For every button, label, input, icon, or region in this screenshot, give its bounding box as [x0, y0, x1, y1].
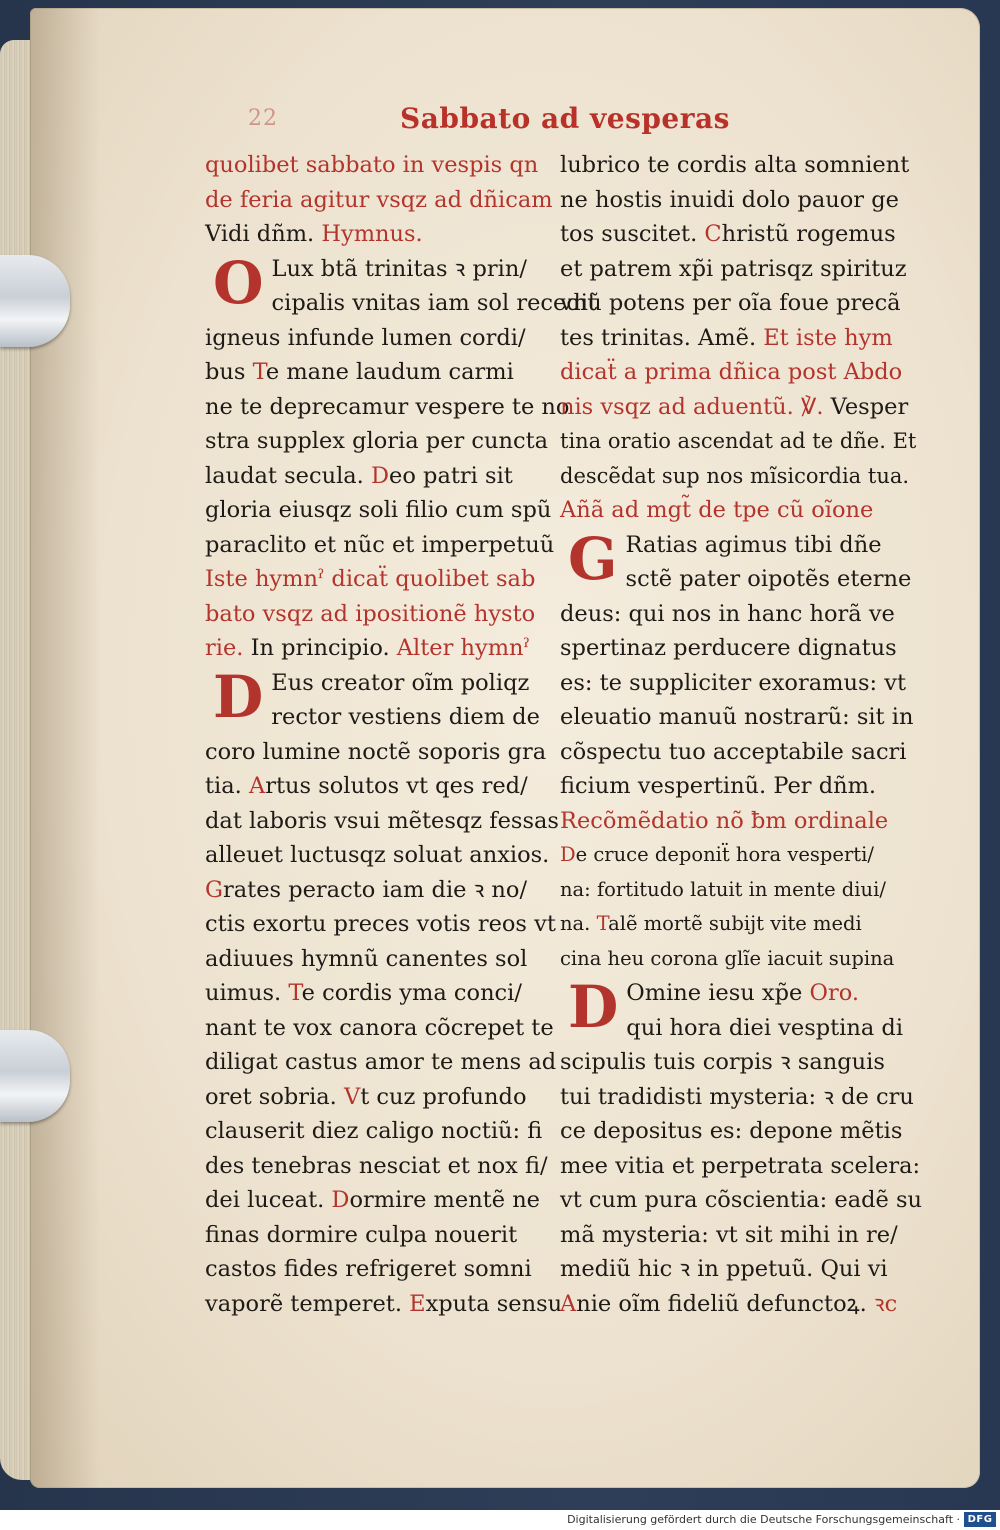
text-line: [560, 1218, 910, 1253]
line-text: dei luceat.: [205, 1187, 325, 1213]
text-line: [205, 838, 555, 873]
line-text: gloria eiusqz soli filio cum spũ: [205, 497, 552, 523]
rubric-text: T: [245, 359, 266, 385]
line-text: stra supplex gloria per cuncta: [205, 428, 549, 454]
line-text: ne te deprecamur vespere te no: [205, 393, 570, 420]
rubric-text: Hymnus.: [314, 221, 423, 247]
text-line: [560, 1183, 923, 1218]
line-text: oret sobria.: [205, 1083, 337, 1110]
line-text-continued: eo patri sit: [389, 462, 513, 489]
line-text: cipalis vnitas iam sol recedit: [271, 290, 597, 316]
text-line: [205, 804, 559, 839]
line-text: cõspectu tuo acceptabile sacri: [560, 738, 907, 765]
rubricated-initial: D: [213, 662, 264, 731]
text-line: [560, 942, 910, 977]
line-text-continued: Vesper: [823, 393, 909, 420]
line-text: mee vitia et perpetrata scelera:: [560, 1152, 921, 1179]
line-text: paraclito et nũc et imperpetuũ: [205, 531, 555, 558]
line-text: diligat castus amor te mens ad: [205, 1049, 557, 1075]
text-line: [560, 735, 910, 770]
text-line: [560, 148, 910, 183]
line-text: bus: [205, 359, 246, 385]
running-title: Sabbato ad vesperas: [400, 102, 730, 135]
text-line: [560, 631, 910, 666]
line-text: es: te suppliciter exoramus: vt: [560, 669, 906, 696]
text-line: [560, 217, 910, 252]
line-text: Omine iesu xp̃e: [626, 980, 803, 1006]
line-text: vt cum pura cõscientia: eadẽ su: [560, 1187, 923, 1213]
text-line: [560, 804, 910, 839]
rubric-text: ℣.: [793, 393, 824, 420]
line-text: tia.: [205, 773, 242, 799]
text-line: [560, 252, 910, 287]
rubric-text: C: [697, 221, 722, 247]
line-text: qui hora diei vesptina di: [626, 1014, 904, 1041]
text-line: [205, 183, 555, 218]
line-text: vnũ potens per oĩa foue precã: [560, 290, 901, 316]
line-text-continued: t cuz profundo: [360, 1083, 527, 1110]
text-line: [560, 907, 910, 942]
line-text: na.: [560, 912, 591, 935]
line-text: spertinaz perducere dignatus: [560, 635, 897, 661]
line-text: nis vsqz ad aduentũ.: [560, 393, 794, 420]
line-text: deus: qui nos in hanc horã ve: [560, 600, 895, 627]
rubric-text: A: [241, 773, 266, 799]
line-text-continued: e mane laudum carmi: [265, 359, 514, 385]
text-line: [205, 1183, 555, 1218]
line-text-continued: hristũ rogemus: [721, 221, 896, 247]
text-line: [205, 562, 555, 597]
line-text: na: fortitudo latuit in mente diui/: [560, 877, 886, 901]
line-text: ctis exortu preces votis reos vt: [205, 911, 556, 937]
lombard-letter: A: [560, 1290, 577, 1317]
page-number: 22: [248, 106, 278, 131]
text-line: [205, 1045, 555, 1080]
text-line: [560, 1149, 921, 1184]
text-line: [560, 286, 910, 321]
text-line: [205, 424, 555, 459]
text-line: [205, 1080, 555, 1115]
lombard-letter: D: [560, 843, 576, 866]
text-line: [560, 1114, 910, 1149]
text-line: [560, 1252, 910, 1287]
rubric-text: D: [363, 462, 390, 489]
line-text: Lux btã trinitas ꝛ prin/: [271, 255, 527, 282]
rubric-text: T: [281, 980, 302, 1006]
text-line: [205, 907, 555, 942]
text-line: [205, 528, 555, 563]
text-line: [560, 459, 910, 494]
text-line: [560, 424, 917, 459]
line-text: castos fides refrigeret somni: [205, 1256, 532, 1282]
text-line: [560, 1080, 914, 1115]
line-text: nie oĩm fideliũ defunctoꝝ.: [576, 1290, 867, 1317]
rubricated-initial: G: [568, 524, 618, 593]
text-line: [205, 1011, 555, 1046]
line-text: Añã ad mgt̃ de tpe cũ oĩone: [560, 497, 874, 523]
line-text: ce depositus es: depone mẽtis: [560, 1118, 903, 1144]
line-text: tes trinitas. Amẽ.: [560, 324, 757, 351]
text-line: [560, 873, 910, 908]
line-text: et patrem xp̃i patrisqz spirituz: [560, 255, 907, 282]
line-text-continued: xputa sensu: [425, 1290, 563, 1317]
line-text: tos suscitet.: [560, 221, 698, 247]
text-line: [205, 631, 555, 666]
rubric-text: Alter hymnˀ: [389, 635, 530, 661]
line-text: lubrico te cordis alta somnient: [560, 152, 910, 178]
rubricated-initial: O: [213, 248, 264, 317]
text-line: [205, 1287, 563, 1322]
line-text: Recõmẽdatio nõ ƀm ordinale: [560, 807, 889, 834]
line-text: Eus creator oĩm poliqz: [271, 669, 530, 696]
line-text: igneus infunde lumen cordi/: [205, 324, 526, 351]
text-line: [205, 976, 555, 1011]
text-line: [205, 873, 555, 908]
line-text-continued: e cordis yma conci/: [301, 980, 522, 1006]
line-text: adiuues hymnũ canentes sol: [205, 945, 528, 972]
rubric-text: Per dñm.: [766, 773, 877, 799]
rubric-text: D: [324, 1187, 350, 1213]
line-text: ne hostis inuidi dolo pauor ge: [560, 186, 899, 213]
text-line: [205, 1252, 555, 1287]
digitization-credit: Digitalisierung gefördert durch die Deutsche Forschungsgemeinschaft ·: [567, 1513, 960, 1526]
line-text-continued: rtus solutos vt qes red/: [265, 773, 528, 799]
line-text: e cruce deponiẗ hora vesperti/: [575, 843, 874, 866]
left-text-column: [205, 148, 597, 1321]
gutter-shadow: [30, 8, 100, 1488]
line-text: ficium vespertinũ.: [560, 773, 767, 799]
rubric-text: Et iste hym: [756, 324, 893, 351]
text-line: [205, 355, 555, 390]
text-line: [205, 942, 555, 977]
line-text: finas dormire culpa nouerit: [205, 1221, 518, 1248]
text-line: [560, 700, 914, 735]
line-text: nant te vox canora cõcrepet te: [205, 1014, 554, 1041]
line-text: vaporẽ temperet.: [205, 1290, 402, 1317]
line-text: alleuet luctusqz soluat anxios.: [205, 842, 550, 868]
line-text-continued: alẽ mortẽ subijt vite medi: [608, 912, 862, 935]
text-line: [560, 321, 910, 356]
rubric-text: Oro.: [802, 980, 860, 1006]
text-line: [560, 597, 910, 632]
text-line: [560, 1045, 910, 1080]
text-line: [205, 735, 555, 770]
text-line: [205, 321, 555, 356]
line-text: mediũ hic ꝛ in ppetuũ. Qui vi: [560, 1256, 888, 1282]
lombard-letter: G: [205, 876, 223, 903]
text-line: [205, 1114, 555, 1149]
text-line: [560, 838, 910, 873]
line-text: idi dñm.: [220, 221, 315, 247]
line-text: clauserit diez caligo noctiũ: fi: [205, 1118, 543, 1144]
line-text: coro lumine noctẽ soporis gra: [205, 738, 547, 765]
text-line: [560, 390, 910, 425]
line-text: Iste hymnˀ dicaẗ quolibet sab: [205, 566, 536, 592]
rubric-text: V: [336, 1083, 361, 1110]
text-line: [205, 769, 555, 804]
line-text: cina heu corona glĩe iacuit supina: [560, 946, 895, 970]
right-text-column: [560, 148, 923, 1321]
text-line: [205, 493, 555, 528]
lombard-letter: V: [205, 221, 221, 247]
dfg-logo: DFG: [964, 1512, 996, 1527]
line-text: rector vestiens diem de: [271, 704, 540, 730]
rubric-text: E: [401, 1290, 426, 1317]
line-text: sctẽ pater oipotẽs eterne: [625, 566, 912, 592]
line-text: mã mysteria: vt sit mihi in re/: [560, 1221, 898, 1248]
text-line: [205, 597, 555, 632]
line-text: des tenebras nesciat et nox fi/: [205, 1152, 548, 1179]
text-line: [560, 355, 910, 390]
rubric-text: T: [590, 912, 609, 935]
text-line: [205, 390, 570, 425]
line-text: tina oratio ascendat ad te dñe. Et: [560, 429, 917, 453]
text-line: [560, 769, 910, 804]
line-text: quolibet sabbato in vespis qn: [205, 152, 539, 178]
text-line: [560, 666, 910, 701]
line-text: dat laboris vsui mẽtesqz fessas: [205, 807, 559, 834]
line-text: de feria agitur vsqz ad dñicam: [205, 186, 553, 213]
line-text: rates peracto iam die ꝛ no/: [222, 876, 528, 903]
text-line: [205, 459, 555, 494]
line-text-continued: ormire mentẽ ne: [349, 1187, 540, 1213]
text-line: [560, 1287, 910, 1322]
text-line: [205, 217, 555, 252]
line-text: bato vsqz ad ipositionẽ hysto: [205, 600, 536, 627]
line-text: uimus.: [205, 980, 282, 1006]
rubric-text: In principio.: [243, 635, 390, 661]
rubricated-initial: D: [568, 973, 619, 1041]
line-text: tui tradidisti mysteria: ꝛ de cru: [560, 1083, 914, 1110]
line-text: laudat secula.: [205, 462, 364, 489]
line-text: rie.: [205, 635, 244, 661]
text-line: [205, 1218, 555, 1253]
text-line: [205, 148, 555, 183]
line-text: eleuatio manuũ nostrarũ: sit in: [560, 704, 914, 730]
text-line: [205, 1149, 555, 1184]
line-text: Ratias agimus tibi dñe: [625, 531, 882, 558]
line-text: dicaẗ a prima dñica post Abdo: [560, 359, 903, 385]
text-line: [560, 493, 910, 528]
line-text: descẽdat sup nos mĩsicordia tua.: [560, 463, 910, 488]
rubric-text: ꝛc: [866, 1290, 898, 1317]
text-line: [560, 183, 910, 218]
line-text: scipulis tuis corpis ꝛ sanguis: [560, 1049, 885, 1075]
